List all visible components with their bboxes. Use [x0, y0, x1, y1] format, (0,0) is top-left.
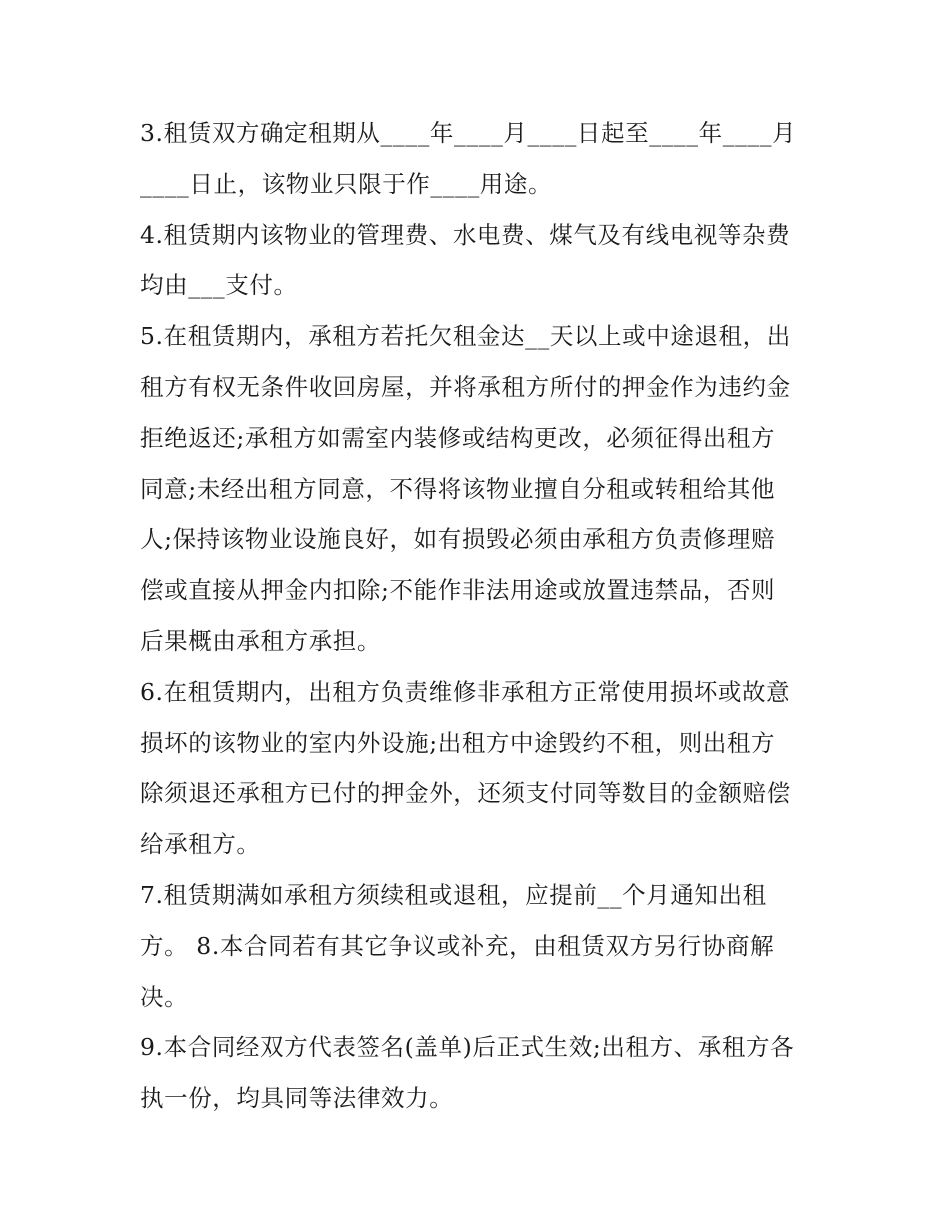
- clause-5-line-3: 拒绝返还;承租方如需室内装修或结构更改，必须征得出租方: [140, 423, 776, 452]
- clause-8-line-3: 决。: [140, 982, 189, 1011]
- clause-5-line-5: 人;保持该物业设施良好，如有损毁必须由承租方负责修理赔: [140, 525, 776, 554]
- clause-5-line-7: 后果概由承租方承担。: [140, 626, 381, 655]
- clause-3-line-1: 3.租赁双方确定租期从____年____月____日起至____年____月: [140, 119, 797, 147]
- clause-9-line-2: 执一份，均具同等法律效力。: [140, 1084, 454, 1113]
- clause-6-line-1: 6.在租赁期内，出租方负责维修非承租方正常使用损坏或故意: [140, 677, 791, 706]
- clause-7-line-1: 7.租赁期满如承租方须续租或退租，应提前__个月通知出租: [140, 880, 767, 909]
- clause-5-line-6: 偿或直接从押金内扣除;不能作非法用途或放置违禁品，否则: [140, 576, 776, 605]
- clause-6-line-2: 损坏的该物业的室内外设施;出租方中途毁约不租，则出租方: [140, 728, 776, 757]
- clause-5-line-2: 租方有权无条件收回房屋，并将承租方所付的押金作为违约金: [140, 372, 791, 401]
- clause-3-line-2: ____日止，该物业只限于作____用途。: [140, 169, 553, 198]
- clause-5-line-1: 5.在租赁期内，承租方若托欠租金达__天以上或中途退租，出: [140, 322, 791, 351]
- clause-5-line-4: 同意;未经出租方同意，不得将该物业擅自分租或转租给其他: [140, 474, 776, 503]
- clause-6-line-3: 除须退还承租方已付的押金外，还须支付同等数目的金额赔偿: [140, 779, 791, 808]
- clause-4-line-1: 4.租赁期内该物业的管理费、水电费、煤气及有线电视等杂费: [140, 220, 791, 249]
- clause-6-line-4: 给承租方。: [140, 830, 261, 859]
- clause-7-8-line-2: 方。 8.本合同若有其它争议或补充，由租赁双方另行协商解: [140, 931, 775, 960]
- contract-body: [140, 108, 830, 1124]
- clause-9-line-1: 9.本合同经双方代表签名(盖单)后正式生效;出租方、承租方各: [140, 1033, 795, 1062]
- clause-4-line-2: 均由___支付。: [140, 271, 298, 300]
